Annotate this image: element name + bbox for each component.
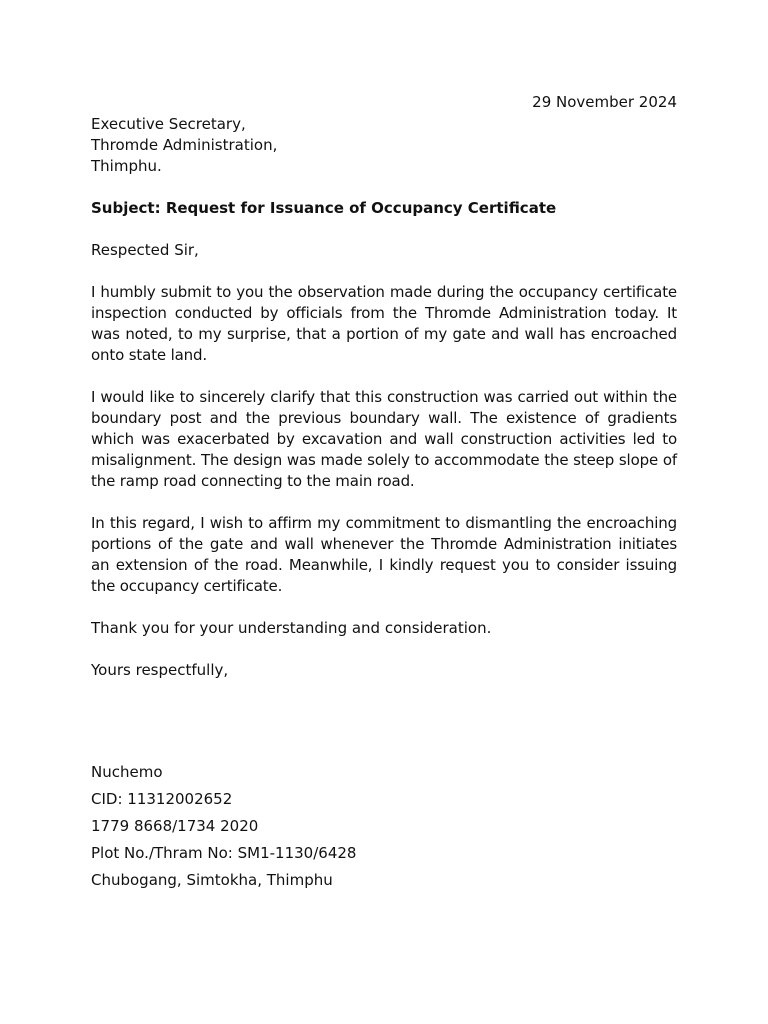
recipient-address (91, 114, 677, 177)
sender-cid: CID: 11312002652 (91, 790, 233, 808)
closing-thanks: Thank you for your understanding and consideration. (91, 619, 492, 637)
valediction: Yours respectfully, (91, 661, 229, 679)
letter-body (91, 114, 677, 681)
sender-plot-number: Plot No./Thram No: SM1-1130/6428 (91, 844, 357, 862)
sender-name: Nuchemo (91, 763, 163, 781)
sender-details (91, 759, 356, 894)
letter-salutation: Respected Sir, (91, 241, 199, 259)
recipient-organization: Thromde Administration, (91, 136, 278, 154)
recipient-title: Executive Secretary, (91, 115, 246, 133)
sender-address: Chubogang, Simtokha, Thimphu (91, 871, 333, 889)
body-paragraph-request: In this regard, I wish to affirm my commitment to dismantling the encroaching portions of the gate and wall whenever the Thromde Administration initiates an extension of the road. Meanwhile, I kindly request you to consider issuing the occupancy certificate. (91, 514, 677, 595)
body-paragraph-observation: I humbly submit to you the observation made during the occupancy certificate inspection conducted by officials from the Thromde Administration today. It was noted, to my surprise, that a portion of my gate and wall has encroached onto state land. (91, 283, 677, 364)
sender-phone: 1779 8668/1734 2020 (91, 817, 259, 835)
recipient-city: Thimphu. (91, 157, 162, 175)
letter-subject: Subject: Request for Issuance of Occupancy Certificate (91, 199, 557, 217)
body-paragraph-clarification: I would like to sincerely clarify that this construction was carried out within the boundary post and the previous boundary wall. The existence of gradients which was exacerbated by excavation and wall construction activities led to misalignment. The design was made solely to accommodate the steep slope of the ramp road connecting to the main road. (91, 388, 677, 490)
letter-date: 29 November 2024 (532, 93, 677, 111)
